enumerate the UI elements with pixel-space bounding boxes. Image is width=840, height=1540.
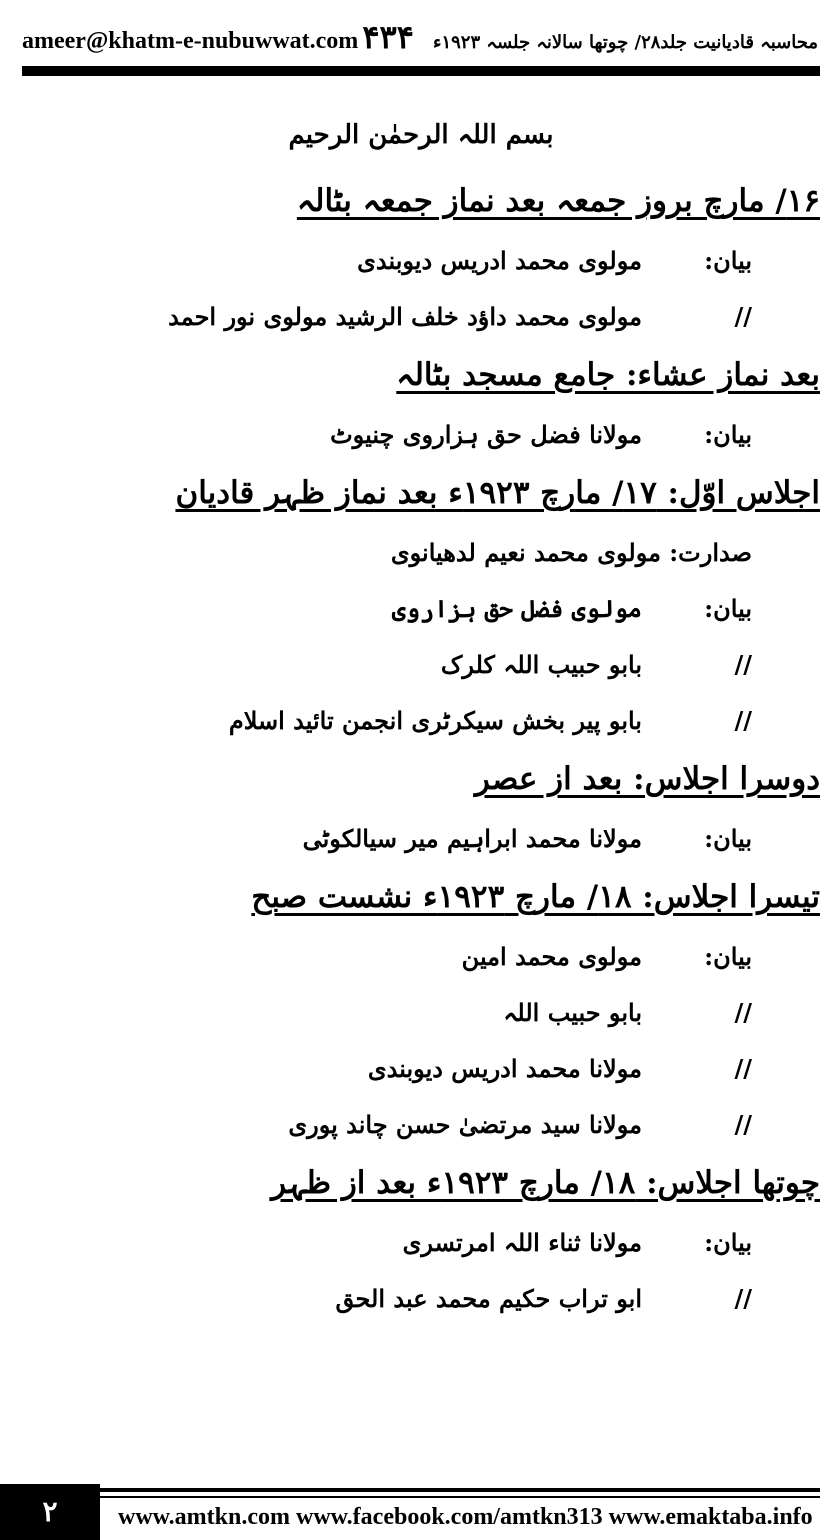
section-title: چوتھا اجلاس: ۱۸/ مارچ ۱۹۲۳ء بعد از ظہر — [271, 1165, 820, 1201]
footer-page-number: ۲ — [0, 1484, 100, 1540]
section-title: اجلاس اوّل: ۱۷/ مارچ ۱۹۲۳ء بعد نماز ظہر قادیان — [175, 475, 820, 511]
section-body — [22, 1214, 820, 1326]
speaker-line — [22, 1040, 752, 1096]
section-body — [22, 406, 820, 462]
section-body — [22, 524, 820, 748]
speaker-name: بابو حبیب اللہ کلرک — [440, 649, 642, 679]
speaker-name: مولانا ثناء اللہ امرتسری — [402, 1227, 642, 1257]
header-running-title: محاسبہ قادیانیت جلد۲۸/ چوتھا سالانہ جلسہ ۱۹۲۳ء — [432, 32, 818, 53]
speaker-line — [22, 1270, 752, 1326]
speaker-role: // — [734, 1283, 752, 1313]
speaker-line — [22, 1096, 752, 1152]
header-email: ameer@khatm-e-nubuwwat.com — [22, 28, 359, 54]
speaker-line — [22, 406, 752, 462]
speaker-line — [22, 636, 752, 692]
speaker-name: مولوی فضل حق ہزاروی — [391, 593, 642, 623]
speaker-line — [22, 928, 752, 984]
speaker-line — [22, 288, 752, 344]
speaker-line — [22, 232, 752, 288]
presidency-line — [22, 524, 752, 580]
speaker-name: مولوی محمد امین — [461, 941, 642, 971]
speaker-role: // — [734, 705, 752, 735]
speaker-role: // — [734, 997, 752, 1027]
speaker-name: مولانا فضل حق ہزاروی چنیوٹ — [330, 419, 642, 449]
speaker-name: مولوی محمد داؤد خلف الرشید مولوی نور احمد — [168, 301, 642, 331]
speaker-role: // — [734, 1053, 752, 1083]
section-body — [22, 232, 820, 344]
speaker-name: بابو پیر بخش سیکرٹری انجمن تائید اسلام — [228, 705, 642, 735]
page-content — [22, 100, 820, 1470]
speaker-role: بیان: — [704, 419, 752, 449]
speaker-line — [22, 580, 752, 636]
speaker-name: مولانا محمد ادریس دیوبندی — [367, 1053, 642, 1083]
speaker-line — [22, 692, 752, 748]
speaker-role: // — [734, 649, 752, 679]
speaker-role: // — [734, 301, 752, 331]
header-page-number: ۴۳۴ — [362, 18, 414, 56]
page-header — [0, 0, 840, 70]
speaker-name: بابو حبیب اللہ — [503, 997, 642, 1027]
footer-links: www.amtkn.com www.facebook.com/amtkn313 www.emaktaba.info — [118, 1504, 813, 1530]
section — [22, 170, 820, 344]
section — [22, 344, 820, 462]
section — [22, 1152, 820, 1326]
header-rule — [22, 66, 820, 76]
footer-rule — [100, 1488, 820, 1492]
presidency-text: صدارت: مولوی محمد نعیم لدھیانوی — [390, 537, 752, 567]
speaker-role: بیان: — [704, 823, 752, 853]
section-title: بعد نماز عشاء: جامع مسجد بٹالہ — [396, 357, 820, 393]
section-title: دوسرا اجلاس: بعد از عصر — [474, 761, 820, 797]
speaker-name: مولوی محمد ادریس دیوبندی — [357, 245, 642, 275]
speaker-line — [22, 984, 752, 1040]
section — [22, 866, 820, 1152]
speaker-line — [22, 1214, 752, 1270]
footer-rule-thin — [100, 1496, 820, 1498]
speaker-role: بیان: — [704, 593, 752, 623]
speaker-name: مولانا سید مرتضیٰ حسن چاند پوری — [288, 1109, 642, 1139]
speaker-line — [22, 810, 752, 866]
section — [22, 748, 820, 866]
section-title: تیسرا اجلاس: ۱۸/ مارچ ۱۹۲۳ء نشست صبح — [251, 879, 820, 915]
section-title: ۱۶/ مارچ بروز جمعہ بعد نماز جمعہ بٹالہ — [296, 183, 820, 219]
section-body — [22, 928, 820, 1152]
section — [22, 462, 820, 748]
bismillah: بسم اللہ الرحمٰن الرحیم — [288, 120, 554, 150]
speaker-role: // — [734, 1109, 752, 1139]
speaker-role: بیان: — [704, 1227, 752, 1257]
speaker-role: بیان: — [704, 245, 752, 275]
speaker-name: ابو تراب حکیم محمد عبد الحق — [335, 1283, 642, 1313]
speaker-name: مولانا محمد ابراہیم میر سیالکوٹی — [302, 823, 642, 853]
section-body — [22, 810, 820, 866]
header-running-title-group — [362, 18, 818, 56]
speaker-role: بیان: — [704, 941, 752, 971]
